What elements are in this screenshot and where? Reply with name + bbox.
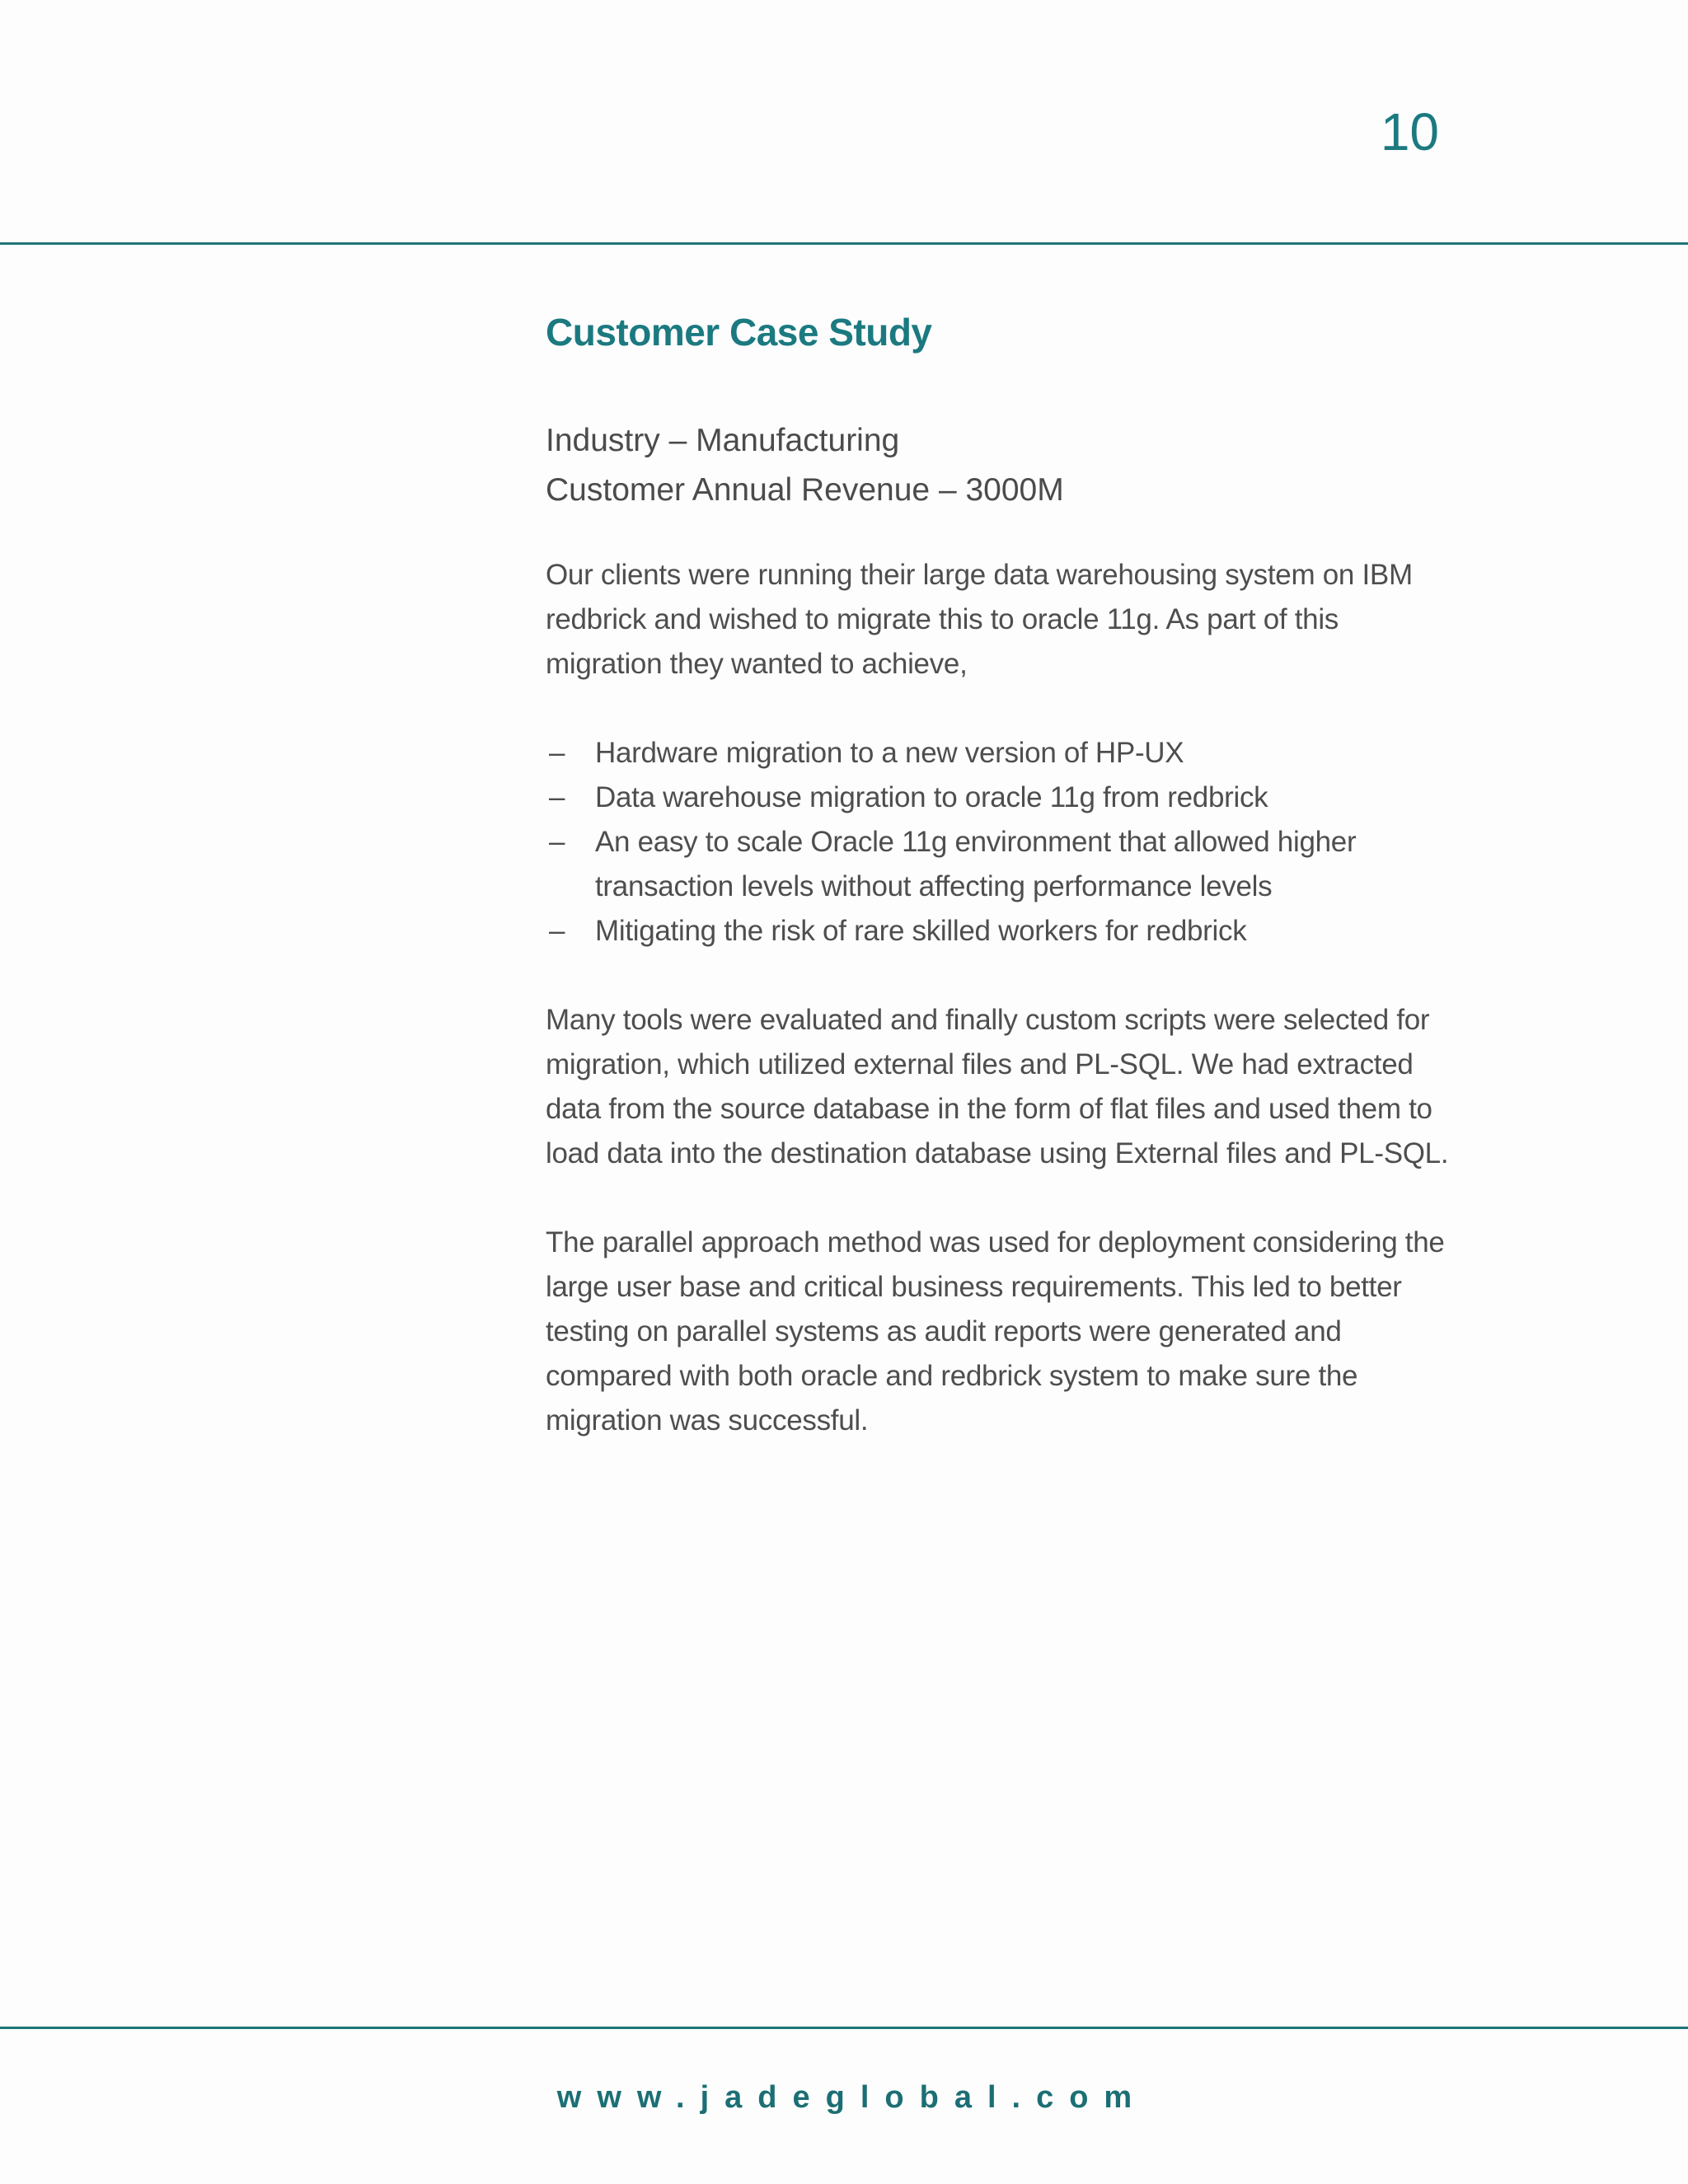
page-title: Customer Case Study [546, 311, 932, 354]
list-item-text: An easy to scale Oracle 11g environment that allowed higher transaction levels without affecting performance levels [595, 825, 1357, 902]
deployment-paragraph: The parallel approach method was used for deployment considering the large user base and critical business requirements. This led to better testing on parallel systems as audit reports were generated and compared with both oracle and redbrick system to make sure the migration was successful. [546, 1226, 1445, 1436]
list-item-text: Hardware migration to a new version of HP-UX [595, 736, 1184, 769]
intro-paragraph: Our clients were running their large data warehousing system on IBM redbrick and wished to migrate this to oracle 11g. As part of this migration they wanted to achieve, [546, 558, 1413, 680]
list-item-text: Data warehouse migration to oracle 11g from redbrick [595, 780, 1268, 813]
footer-divider [0, 2027, 1688, 2029]
goals-list [546, 731, 1452, 954]
website-link[interactable]: www.jadeglobal.com [556, 2080, 1148, 2115]
list-item [546, 909, 1452, 954]
case-study-content [546, 312, 1452, 1488]
dash-bullet: – [549, 780, 565, 813]
list-item [546, 820, 1452, 909]
industry-line: Industry – Manufacturing [546, 422, 900, 458]
header-divider [0, 242, 1688, 245]
dash-bullet: – [549, 736, 565, 769]
tools-paragraph: Many tools were evaluated and finally custom scripts were selected for migration, which utilized external files and PL-SQL. We had extracted data from the source database in the form of flat files and used them to load data into the destination database using External files and PL-SQL. [546, 1003, 1449, 1169]
dash-bullet: – [549, 825, 565, 858]
page-number: 10 [1380, 102, 1439, 162]
list-item [546, 731, 1452, 776]
dash-bullet: – [549, 914, 565, 947]
revenue-line: Customer Annual Revenue – 3000M [546, 471, 1064, 508]
customer-meta [546, 416, 1452, 515]
list-item [546, 776, 1452, 820]
list-item-text: Mitigating the risk of rare skilled workers for redbrick [595, 914, 1247, 947]
